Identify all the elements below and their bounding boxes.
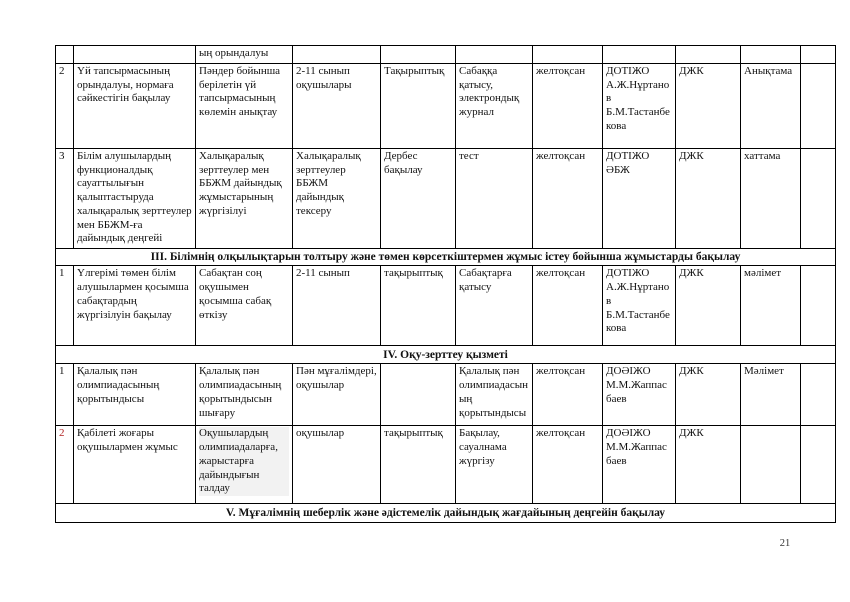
table-cell: Халықаралық зерттеулер мен ББЖМ дайындық жұмыстарының жүргізілуі xyxy=(196,148,293,248)
section-row xyxy=(56,346,836,364)
table-cell: Тақырыптық xyxy=(381,63,456,148)
row-number: 1 xyxy=(56,364,74,426)
table-row xyxy=(56,364,836,426)
row-number: 1 xyxy=(56,266,74,346)
table-cell xyxy=(801,63,836,148)
table-cell: Пән мұғалімдері, оқушылар xyxy=(293,364,381,426)
table-cell xyxy=(801,426,836,504)
section-header-iv: IV. Оқу-зерттеу қызметі xyxy=(56,346,836,364)
table-cell: ДОӘІЖО М.М.Жаппасбаев xyxy=(603,364,676,426)
table-cell: ДОТІЖО А.Ж.Нұртанов Б.М.Тастанбекова xyxy=(603,266,676,346)
page-number: 21 xyxy=(779,538,791,549)
table-cell: 2-11 сынып оқушылары xyxy=(293,63,381,148)
table-cell: Пәндер бойынша берілетін үй тапсырмасының көлемін анықтау xyxy=(196,63,293,148)
table-cell-shaded xyxy=(196,426,293,504)
section-row xyxy=(56,249,836,266)
table-cell xyxy=(741,426,801,504)
table-cell: хаттама xyxy=(741,148,801,248)
table-cell: ДЖК xyxy=(676,266,741,346)
table-cell: ДЖК xyxy=(676,426,741,504)
table-cell xyxy=(56,46,74,64)
table-cell xyxy=(676,46,741,64)
table-cell xyxy=(74,46,196,64)
table-cell: ДОТІЖО А.Ж.Нұртанов Б.М.Тастанбекова xyxy=(603,63,676,148)
control-plan-table xyxy=(55,45,836,523)
table-cell xyxy=(381,364,456,426)
table-cell: тест xyxy=(456,148,533,248)
table-cell: Сабаққа қатысу, электрондық журнал xyxy=(456,63,533,148)
table-cell xyxy=(801,148,836,248)
table-cell xyxy=(741,46,801,64)
table-cell: Анықтама xyxy=(741,63,801,148)
section-header-iii: ІІІ. Білімнің олқылықтарын толтыру және төмен көрсеткіштермен жұмыс істеу бойынша жұмыстарды бақылау xyxy=(56,249,836,266)
table-cell xyxy=(801,46,836,64)
table-cell: Білім алушылардың функционалдық сауаттылығын қалыптастыруда халықаралық зерттеулер мен ББЖМ-ға дайындық деңгейі xyxy=(74,148,196,248)
section-row xyxy=(56,504,836,523)
table-row xyxy=(56,63,836,148)
table-cell: желтоқсан xyxy=(533,63,603,148)
table-row xyxy=(56,266,836,346)
table-cell: Сабақтан соң оқушымен қосымша сабақ өткізу xyxy=(196,266,293,346)
table-cell: ДОӘІЖО М.М.Жаппасбаев xyxy=(603,426,676,504)
table-cell: ДЖК xyxy=(676,63,741,148)
table-row xyxy=(56,148,836,248)
table-cell xyxy=(293,46,381,64)
table-cell: 2-11 сынып xyxy=(293,266,381,346)
table-cell: желтоқсан xyxy=(533,148,603,248)
table-cell xyxy=(456,46,533,64)
shaded-text-block: Оқушылардың олимпиадаларға, жарыстарға дайындығын талдау xyxy=(199,427,289,496)
table-row xyxy=(56,426,836,504)
table-cell: Үй тапсырмасының орындалуы, нормаға сәйкестігін бақылау xyxy=(74,63,196,148)
row-number: 3 xyxy=(56,148,74,248)
table-cell xyxy=(801,364,836,426)
table-cell xyxy=(603,46,676,64)
table-cell: Қабілеті жоғары оқушылармен жұмыс xyxy=(74,426,196,504)
table-cell: Бақылау, сауалнама жүргізу xyxy=(456,426,533,504)
table-cell: Халықаралық зерттеулер ББЖМ дайындық тексеру xyxy=(293,148,381,248)
table-cell: ДЖК xyxy=(676,148,741,248)
table-cell: ДОТІЖО ӘБЖ xyxy=(603,148,676,248)
section-header-v: V. Мұғалімнің шеберлік және әдістемелік дайындық жағдайының деңгейін бақылау xyxy=(56,504,836,523)
table-cell: Қалалық пән олимпиадасының қорытындысы xyxy=(456,364,533,426)
table-cell xyxy=(801,266,836,346)
table-cell: тақырыптық xyxy=(381,426,456,504)
table-cell: желтоқсан xyxy=(533,266,603,346)
table-cell: желтоқсан xyxy=(533,364,603,426)
table-cell: мәлімет xyxy=(741,266,801,346)
table-cell: желтоқсан xyxy=(533,426,603,504)
table-cell: Дербес бақылау xyxy=(381,148,456,248)
table-cell: Сабақтарға қатысу xyxy=(456,266,533,346)
table-cell: Қалалық пән олимпиадасының қорытындысын шығару xyxy=(196,364,293,426)
table-cell xyxy=(533,46,603,64)
row-number-red: 2 xyxy=(56,426,74,504)
table-cell: Қалалық пән олимпиадасының қорытындысы xyxy=(74,364,196,426)
table-cell: Мәлімет xyxy=(741,364,801,426)
table-cell xyxy=(381,46,456,64)
table-cell: тақырыптық xyxy=(381,266,456,346)
table-cell: ДЖК xyxy=(676,364,741,426)
table-cell: ың орындалуы xyxy=(196,46,293,64)
row-number: 2 xyxy=(56,63,74,148)
table-row-continuation xyxy=(56,46,836,64)
table-cell: оқушылар xyxy=(293,426,381,504)
table-cell: Үлгерімі төмен білім алушылармен қосымша сабақтардың жүргізілуін бақылау xyxy=(74,266,196,346)
